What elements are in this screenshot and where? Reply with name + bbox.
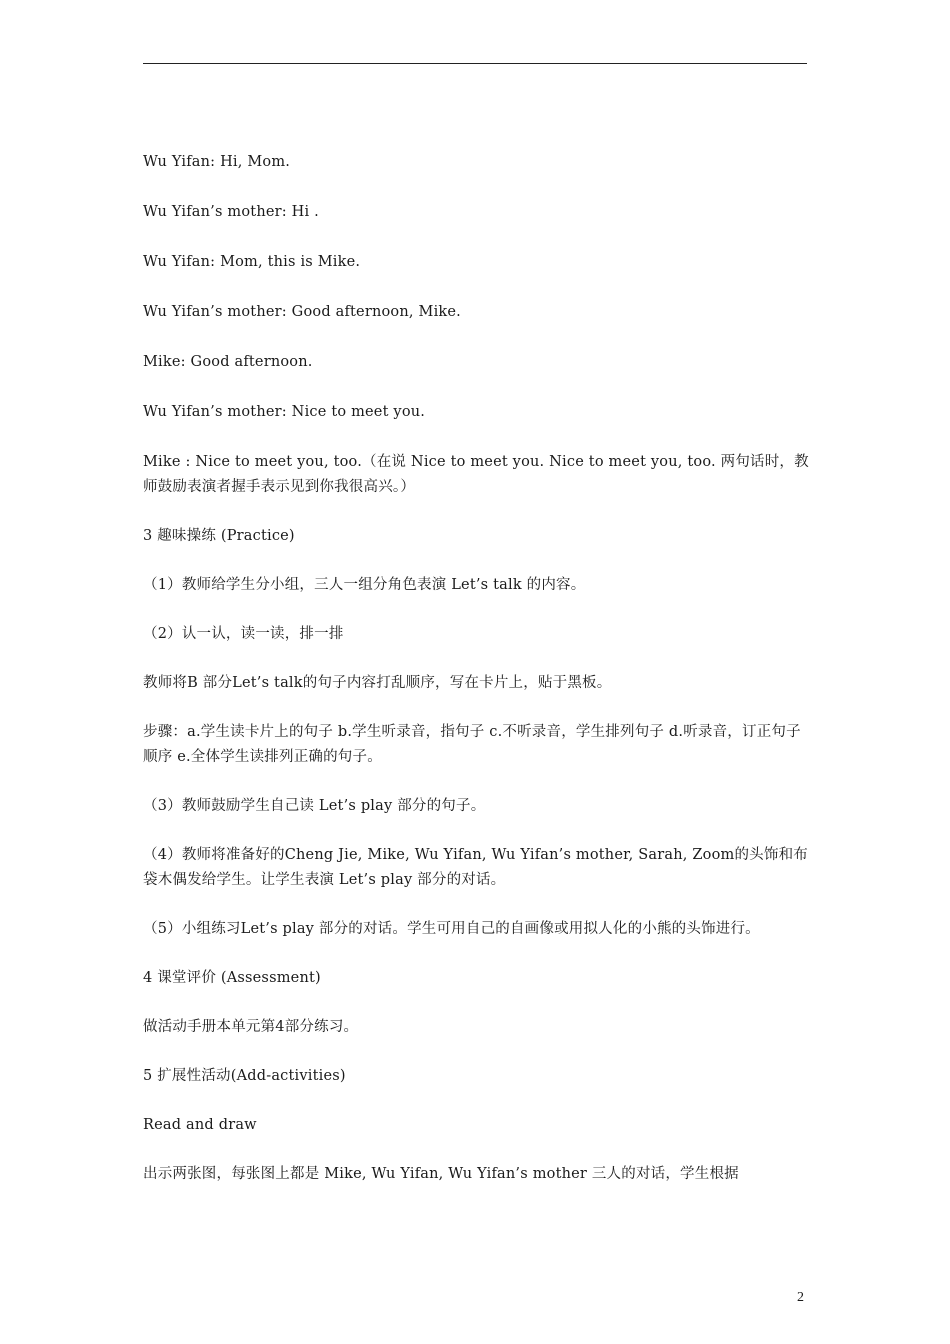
dialogue-line: Mike: Good afternoon. [143, 354, 313, 370]
body-paragraph: 出示两张图，每张图上都是 Mike, Wu Yifan, Wu Yifan’s mother 三人的对话，学生根据 [143, 1166, 739, 1182]
dialogue-line: Wu Yifan’s mother: Good afternoon, Mike. [143, 304, 461, 320]
dialogue-line: Wu Yifan: Hi, Mom. [143, 154, 291, 170]
practice-step: （4）教师将准备好的Cheng Jie, Mike, Wu Yifan, Wu Yifan’s mother, Sarah, Zoom的头饰和布 袋木偶发给学生。让学生表演 Let’s play 部分的对话。 [143, 847, 813, 888]
dialogue-line: Mike : Nice to meet you, too.（在说 Nice to meet you. Nice to meet you, too. 两句话时，教师鼓励表演者握手表示见到你我很高兴。） [143, 454, 809, 495]
practice-step: （2）认一认，读一读，排一排 [143, 626, 344, 642]
practice-step: （5）小组练习Let’s play 部分的对话。学生可用自己的自画像或用拟人化的小熊的头饰进行。 [143, 921, 760, 937]
dialogue-line: Wu Yifan’s mother: Nice to meet you. [143, 404, 426, 420]
section-heading: 5 扩展性活动(Add-activities) [143, 1068, 346, 1084]
practice-step: （3）教师鼓励学生自己读 Let’s play 部分的句子。 [143, 798, 486, 814]
dialogue-line: Wu Yifan: Mom, this is Mike. [143, 254, 361, 270]
body-paragraph: 教师将B 部分Let’s talk的句子内容打乱顺序，写在卡片上，贴于黑板。 [143, 675, 612, 691]
header-rule [143, 63, 807, 64]
section-heading: 4 课堂评价 (Assessment) [143, 970, 321, 986]
page-number: 2 [797, 1290, 804, 1305]
body-paragraph: 步骤：a.学生读卡片上的句子 b.学生听录音，指句子 c.不听录音，学生排列句子 d.听录音，订正句子顺序 e.全体学生读排列正确的句子。 [143, 724, 801, 765]
document-body [143, 150, 813, 1211]
section-heading: 3 趣味操练 (Practice) [143, 528, 295, 544]
activity-title: Read and draw [143, 1117, 257, 1133]
dialogue-line: Wu Yifan’s mother: Hi . [143, 204, 319, 220]
body-paragraph: 做活动手册本单元第4部分练习。 [143, 1019, 359, 1035]
practice-step: （1）教师给学生分小组，三人一组分角色表演 Let’s talk 的内容。 [143, 577, 586, 593]
